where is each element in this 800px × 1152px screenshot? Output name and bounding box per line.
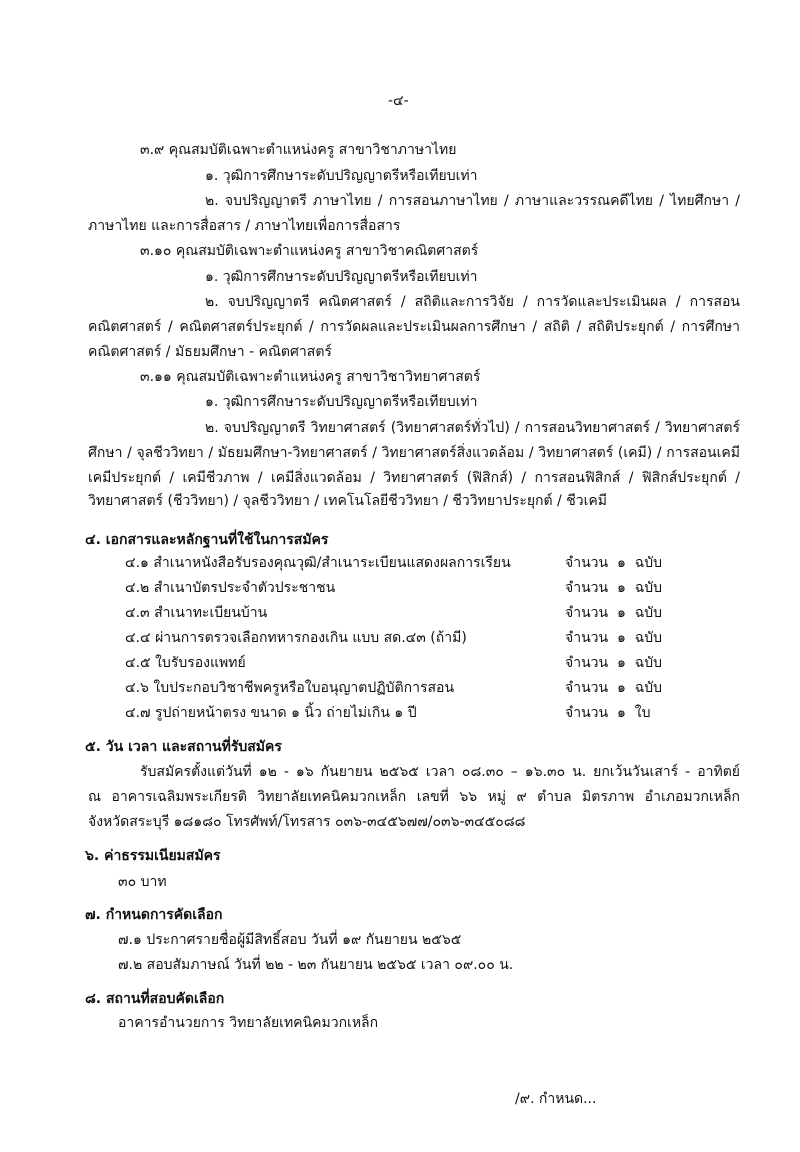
document-item-label: ๔.๕ ใบรับรองแพทย์ — [125, 655, 246, 671]
section-8-title: ๘. สถานที่สอบคัดเลือก — [85, 991, 225, 1007]
section-3-10-item-2-cont: คณิตศาสตร์ / คณิตศาสตร์ประยุกต์ / การวัดผลและประเมินผลการศึกษา / สถิติ / สถิติประยุกต์ / การศึกษา — [88, 319, 740, 335]
section-3-11-item-2: ๒. จบปริญญาตรี วิทยาศาสตร์ (วิทยาศาสตร์ทั่วไป) / การสอนวิทยาศาสตร์ / วิทยาศาสตร์ — [205, 420, 740, 436]
document-item-label: ๔.๒ สำเนาบัตรประจำตัวประชาชน — [125, 580, 336, 596]
section-5-line-2: ณ อาคารเฉลิมพระเกียรติ วิทยาลัยเทคนิคมวกเหล็ก เลขที่ ๖๖ หมู่ ๙ ตำบล มิตรภาพ อำเภอมวกเหล็ก — [88, 789, 740, 805]
section-3-9-title: ๓.๙ คุณสมบัติเฉพาะตำแหน่งครู สาขาวิชาภาษาไทย — [140, 142, 457, 158]
section-7-title: ๗. กำหนดการคัดเลือก — [85, 907, 223, 923]
document-item-quantity: จำนวน ๑ ฉบับ — [565, 605, 663, 621]
section-3-9-item-2: ๒. จบปริญญาตรี ภาษาไทย / การสอนภาษาไทย / ภาษาและวรรณคดีไทย / ไทยศึกษา / — [205, 193, 740, 209]
page-number: -๔- — [388, 93, 409, 109]
section-3-11-item-2-cont3: วิทยาศาสตร์ (ชีววิทยา) / จุลชีววิทยา / เทคโนโลยีชีววิทยา / ชีววิทยาประยุกต์ / ชีวเคมี — [88, 493, 607, 509]
section-6-fee: ๓๐ บาท — [118, 874, 167, 890]
section-6-title: ๖. ค่าธรรมเนียมสมัคร — [85, 848, 221, 864]
section-3-9-item-2-cont: ภาษาไทย และการสื่อสาร / ภาษาไทยเพื่อการสื่อสาร — [88, 218, 401, 234]
document-item-quantity: จำนวน ๑ ฉบับ — [565, 580, 663, 596]
document-item-quantity: จำนวน ๑ ใบ — [565, 705, 651, 721]
section-7-item-1: ๗.๑ ประกาศรายชื่อผู้มีสิทธิ์สอบ วันที่ ๑๙ กันยายน ๒๕๖๕ — [118, 932, 462, 948]
document-item-quantity: จำนวน ๑ ฉบับ — [565, 630, 663, 646]
section-7-item-2: ๗.๒ สอบสัมภาษณ์ วันที่ ๒๒ - ๒๓ กันยายน ๒๕๖๕ เวลา ๐๙.๐๐ น. — [118, 957, 514, 973]
section-5-title: ๕. วัน เวลา และสถานที่รับสมัคร — [85, 739, 282, 755]
section-5-line-3: จังหวัดสระบุรี ๑๘๑๘๐ โทรศัพท์/โทรสาร ๐๓๖-๓๔๕๖๗๗/๐๓๖-๓๔๕๐๘๘ — [88, 814, 526, 830]
section-3-10-item-2-cont2: คณิตศาสตร์ / มัธยมศึกษา - คณิตศาสตร์ — [88, 344, 332, 360]
section-4-title: ๔. เอกสารและหลักฐานที่ใช้ในการสมัคร — [85, 532, 329, 548]
document-item-quantity: จำนวน ๑ ฉบับ — [565, 655, 663, 671]
document-item-label: ๔.๖ ใบประกอบวิชาชีพครูหรือใบอนุญาตปฏิบัติการสอน — [125, 680, 455, 696]
document-item-quantity: จำนวน ๑ ฉบับ — [565, 555, 663, 571]
section-3-10-item-2: ๒. จบปริญญาตรี คณิตศาสตร์ / สถิติและการวิจัย / การวัดและประเมินผล / การสอน — [205, 294, 740, 310]
section-3-10-item-1: ๑. วุฒิการศึกษาระดับปริญญาตรีหรือเทียบเท่า — [205, 269, 478, 285]
section-3-11-item-2-cont: ศึกษา / จุลชีววิทยา / มัธยมศึกษา-วิทยาศาสตร์ / วิทยาศาสตร์สิ่งแวดล้อม / วิทยาศาสตร์ (เคมี) / การสอนเคมี — [88, 445, 740, 461]
document-item-label: ๔.๗ รูปถ่ายหน้าตรง ขนาด ๑ นิ้ว ถ่ายไม่เกิน ๑ ปี — [125, 705, 417, 721]
document-item-quantity: จำนวน ๑ ฉบับ — [565, 680, 663, 696]
continuation-note: /๙. กำหนด... — [515, 1091, 597, 1107]
section-3-11-item-1: ๑. วุฒิการศึกษาระดับปริญญาตรีหรือเทียบเท่า — [205, 394, 478, 410]
document-item-label: ๔.๓ สำเนาทะเบียนบ้าน — [125, 605, 268, 621]
document-item-label: ๔.๔ ผ่านการตรวจเลือกทหารกองเกิน แบบ สด.๔๓ (ถ้ามี) — [125, 630, 467, 646]
section-5-line-1: รับสมัครตั้งแต่วันที่ ๑๒ - ๑๖ กันยายน ๒๕๖๕ เวลา ๐๘.๓๐ – ๑๖.๓๐ น. ยกเว้นวันเสาร์ - อาทิตย์ — [140, 764, 740, 780]
section-3-10-title: ๓.๑๐ คุณสมบัติเฉพาะตำแหน่งครู สาขาวิชาคณิตศาสตร์ — [140, 243, 479, 259]
section-3-11-item-2-cont2: เคมีประยุกต์ / เคมีชีวภาพ / เคมีสิ่งแวดล้อม / วิทยาศาสตร์ (ฟิสิกส์) / การสอนฟิสิกส์ / ฟิสิกส์ประยุกต์ / — [88, 470, 740, 486]
document-item-label: ๔.๑ สำเนาหนังสือรับรองคุณวุฒิ/สำเนาระเบียนแสดงผลการเรียน — [125, 555, 511, 571]
section-3-9-item-1: ๑. วุฒิการศึกษาระดับปริญญาตรีหรือเทียบเท่า — [205, 168, 478, 184]
section-3-11-title: ๓.๑๑ คุณสมบัติเฉพาะตำแหน่งครู สาขาวิชาวิทยาศาสตร์ — [140, 369, 481, 385]
section-8-location: อาคารอำนวยการ วิทยาลัยเทคนิคมวกเหล็ก — [118, 1015, 379, 1031]
